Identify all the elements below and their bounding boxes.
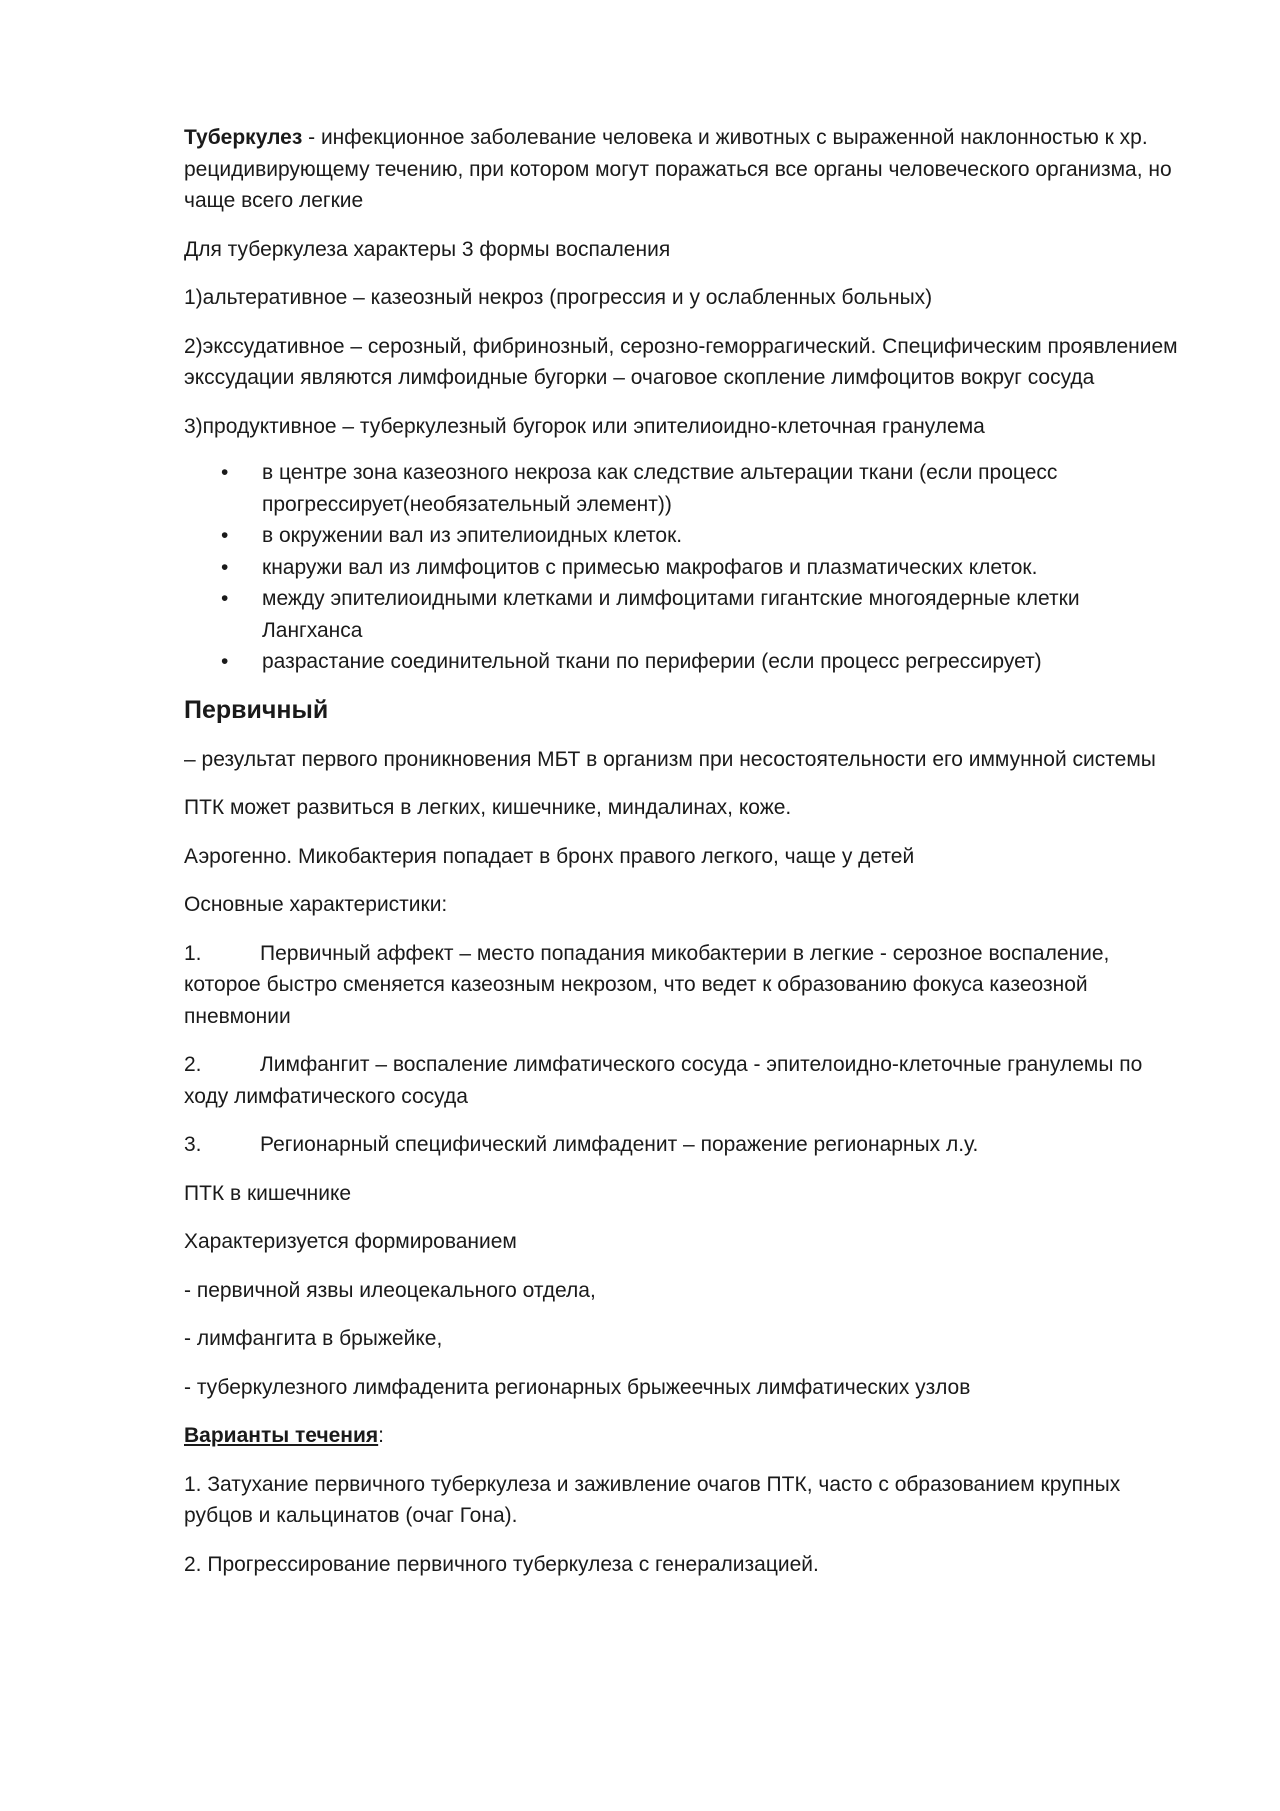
item-text: Первичный аффект – место попадания микобактерии в легкие - серозное воспаление, которое быстро сменяется казеозным некрозом, что ведет к образованию фокуса казеозной пневмонии <box>184 941 1110 1028</box>
form-alterative: 1)альтеративное – казеозный некроз (прогрессия и у ослабленных больных) <box>184 286 933 309</box>
characteristics-label: Основные характеристики: <box>184 893 448 916</box>
list-item-text: разрастание соединительной ткани по периферии (если процесс регрессирует) <box>262 650 1042 673</box>
primary-locations: ПТК может развиться в легких, кишечнике, миндалинах, коже. <box>184 796 792 819</box>
characteristic-item <box>184 938 1184 1033</box>
list-item <box>221 520 1184 552</box>
list-item <box>221 646 1184 678</box>
term-tuberculosis: Туберкулез <box>184 126 303 149</box>
characteristic-item <box>184 1049 1184 1112</box>
primary-aerogenic: Аэрогенно. Микобактерия попадает в бронх правого легкого, чаще у детей <box>184 844 915 868</box>
list-item-text: в окружении вал из эпителиоидных клеток. <box>262 524 683 547</box>
bullet-icon: • <box>221 461 229 484</box>
intestine-item: - лимфангита в брыжейке, <box>184 1327 443 1350</box>
course-title: Варианты течения <box>184 1424 379 1447</box>
item-number: 2. <box>184 1053 202 1076</box>
list-item-text: в центре зона казеозного некроза как следствие альтерации ткани (если процесс прогрессирует(необязательный элемент)) <box>262 461 1058 516</box>
item-text: Регионарный специфический лимфаденит – поражение регионарных л.у. <box>260 1133 979 1156</box>
course-colon: : <box>378 1424 385 1447</box>
term-definition: - инфекционное заболевание человека и животных с выраженной наклонностью к хр. рецидивирующему течению, при котором могут поражаться все органы человеческого организма, но чаще всего легкие <box>184 126 1172 212</box>
primary-heading: Первичный <box>184 695 329 724</box>
intestine-item: - первичной язвы илеоцекального отдела, <box>184 1278 596 1302</box>
characteristic-item <box>184 1129 1184 1161</box>
item-text: Лимфангит – воспаление лимфатического сосуда - эпителоидно-клеточные гранулемы по ходу лимфатического сосуда <box>184 1053 1143 1108</box>
intestine-item: - туберкулезного лимфаденита регионарных брыжеечных лимфатических узлов <box>184 1375 971 1399</box>
list-item <box>221 552 1184 584</box>
intro-paragraph <box>184 122 1184 217</box>
bullet-icon: • <box>221 650 229 673</box>
intestine-title: ПТК в кишечнике <box>184 1181 352 1205</box>
form-productive: 3)продуктивное – туберкулезный бугорок или эпителиоидно-клеточная гранулема <box>184 414 985 438</box>
course-item: 2. Прогрессирование первичного туберкулеза с генерализацией. <box>184 1552 819 1576</box>
document-page <box>184 122 1184 1597</box>
form-exudative: 2)экссудативное – серозный, фибринозный, серозно-геморрагический. Специфическим проявлением экссудации являются лимфоидные бугорки – очаговое скопление лимфоцитов вокруг сосуда <box>184 334 1178 389</box>
item-number: 1. <box>184 941 202 965</box>
list-item-text: между эпителиоидными клетками и лимфоцитами гигантские многоядерные клетки Лангханса <box>262 587 1080 642</box>
bullet-icon: • <box>221 555 229 579</box>
granuloma-bullet-list <box>184 457 1184 678</box>
list-item <box>221 583 1184 646</box>
list-item-text: кнаружи вал из лимфоцитов с примесью макрофагов и плазматических клеток. <box>262 555 1038 579</box>
primary-definition: – результат первого проникновения МБТ в организм при несостоятельности его иммунной системы <box>184 747 1156 771</box>
bullet-icon: • <box>221 587 229 610</box>
intestine-intro: Характеризуется формированием <box>184 1230 517 1253</box>
list-item <box>221 457 1184 520</box>
bullet-icon: • <box>221 524 229 547</box>
item-number: 3. <box>184 1133 202 1156</box>
course-heading <box>184 1420 1184 1452</box>
course-item: 1. Затухание первичного туберкулеза и заживление очагов ПТК, часто с образованием крупных рубцов и кальцинатов (очаг Гона). <box>184 1472 1121 1527</box>
forms-intro: Для туберкулеза характеры 3 формы воспаления <box>184 237 671 261</box>
